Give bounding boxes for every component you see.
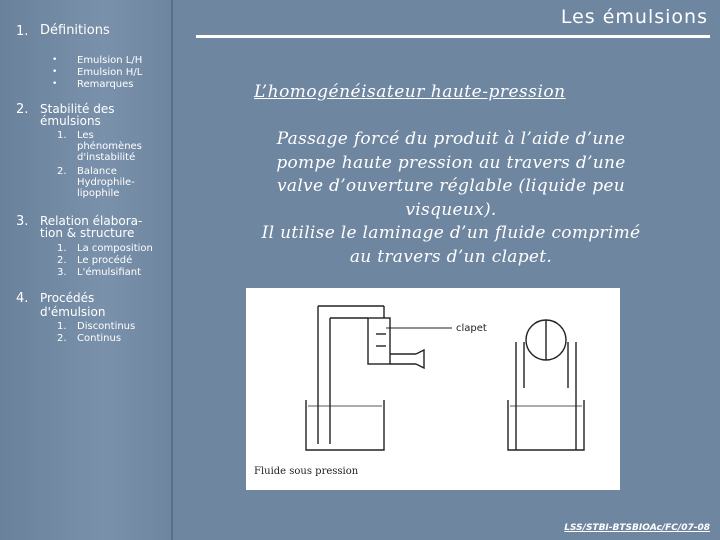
toc-section-4-title-line2[interactable]: d'émulsion xyxy=(40,305,106,319)
toc-section-1-title[interactable]: Définitions xyxy=(40,23,110,38)
outlet-nozzle xyxy=(416,350,424,368)
toc-item-marker: 1. xyxy=(57,130,67,141)
valve-body xyxy=(368,318,390,364)
fluid-label: Fluide sous pression xyxy=(254,466,359,477)
toc-item-balance-line1[interactable]: Balance xyxy=(77,166,117,177)
description-paragraph xyxy=(196,128,706,269)
paragraph-line: Il utilise le laminage d’un fluide comprimé xyxy=(261,223,641,243)
toc-item-marker: 2. xyxy=(57,255,67,266)
toc-item-continus[interactable]: Continus xyxy=(77,333,122,344)
toc-item-marker: 1. xyxy=(57,321,67,332)
toc-item-discontinus[interactable]: Discontinus xyxy=(77,321,136,332)
toc-item-emulsifiant[interactable]: L'émulsifiant xyxy=(77,267,142,278)
toc-item-remarques[interactable]: Remarques xyxy=(77,79,134,90)
paragraph-line: pompe haute pression au travers d’une xyxy=(276,152,626,173)
paragraph-line: visqueux). xyxy=(405,199,497,220)
toc-section-2-number: 2. xyxy=(16,102,29,117)
toc-bullet: • xyxy=(52,79,58,89)
table-of-contents xyxy=(0,0,172,540)
toc-section-2-title-line1[interactable]: Stabilité des xyxy=(40,102,115,116)
header-rule xyxy=(196,35,710,38)
toc-section-3-title-line1[interactable]: Relation élabora- xyxy=(40,214,143,228)
toc-item-marker: 1. xyxy=(57,243,67,254)
toc-item-emulsion-hl[interactable]: Emulsion H/L xyxy=(77,67,143,78)
section-subtitle: L’homogénéisateur haute-pression xyxy=(254,82,566,102)
footer-reference: LSS/STBI-BTSBIOAc/FC/07-08 xyxy=(564,523,710,533)
toc-bullet: • xyxy=(52,55,58,65)
toc-item-composition[interactable]: La composition xyxy=(77,243,153,254)
toc-item-phenomenes-line1[interactable]: Les xyxy=(77,130,94,141)
toc-item-marker: 2. xyxy=(57,333,67,344)
toc-item-marker: 3. xyxy=(57,267,67,278)
toc-section-3-title-line2[interactable]: tion & structure xyxy=(40,226,135,240)
paragraph-line: au travers d’un clapet. xyxy=(349,246,553,267)
homogenizer-diagram xyxy=(246,288,620,490)
toc-section-4-number: 4. xyxy=(16,291,29,306)
toc-item-emulsion-lh[interactable]: Emulsion L/H xyxy=(77,55,143,66)
toc-section-1-number: 1. xyxy=(16,24,29,39)
toc-section-4-title-line1[interactable]: Procédés xyxy=(40,291,95,305)
toc-item-procede[interactable]: Le procédé xyxy=(77,255,133,266)
toc-bullet: • xyxy=(52,67,58,77)
toc-item-balance-line2[interactable]: Hydrophile- xyxy=(77,177,135,188)
toc-item-marker: 2. xyxy=(57,166,67,177)
toc-item-phenomenes-line3[interactable]: d'instabilité xyxy=(77,152,136,163)
toc-section-3-number: 3. xyxy=(16,214,29,229)
toc-item-phenomenes-line2[interactable]: phénomènes xyxy=(77,141,142,152)
clapet-label: clapet xyxy=(456,323,487,334)
paragraph-line: Passage forcé du produit à l’aide d’une xyxy=(276,129,626,149)
right-tank xyxy=(508,400,584,450)
slide-title: Les émulsions xyxy=(560,6,708,28)
paragraph-line: valve d’ouverture réglable (liquide peu xyxy=(276,176,625,196)
diagram-svg xyxy=(246,288,620,490)
toc-section-2-title-line2[interactable]: émulsions xyxy=(40,114,101,128)
toc-item-balance-line3[interactable]: lipophile xyxy=(77,188,120,199)
